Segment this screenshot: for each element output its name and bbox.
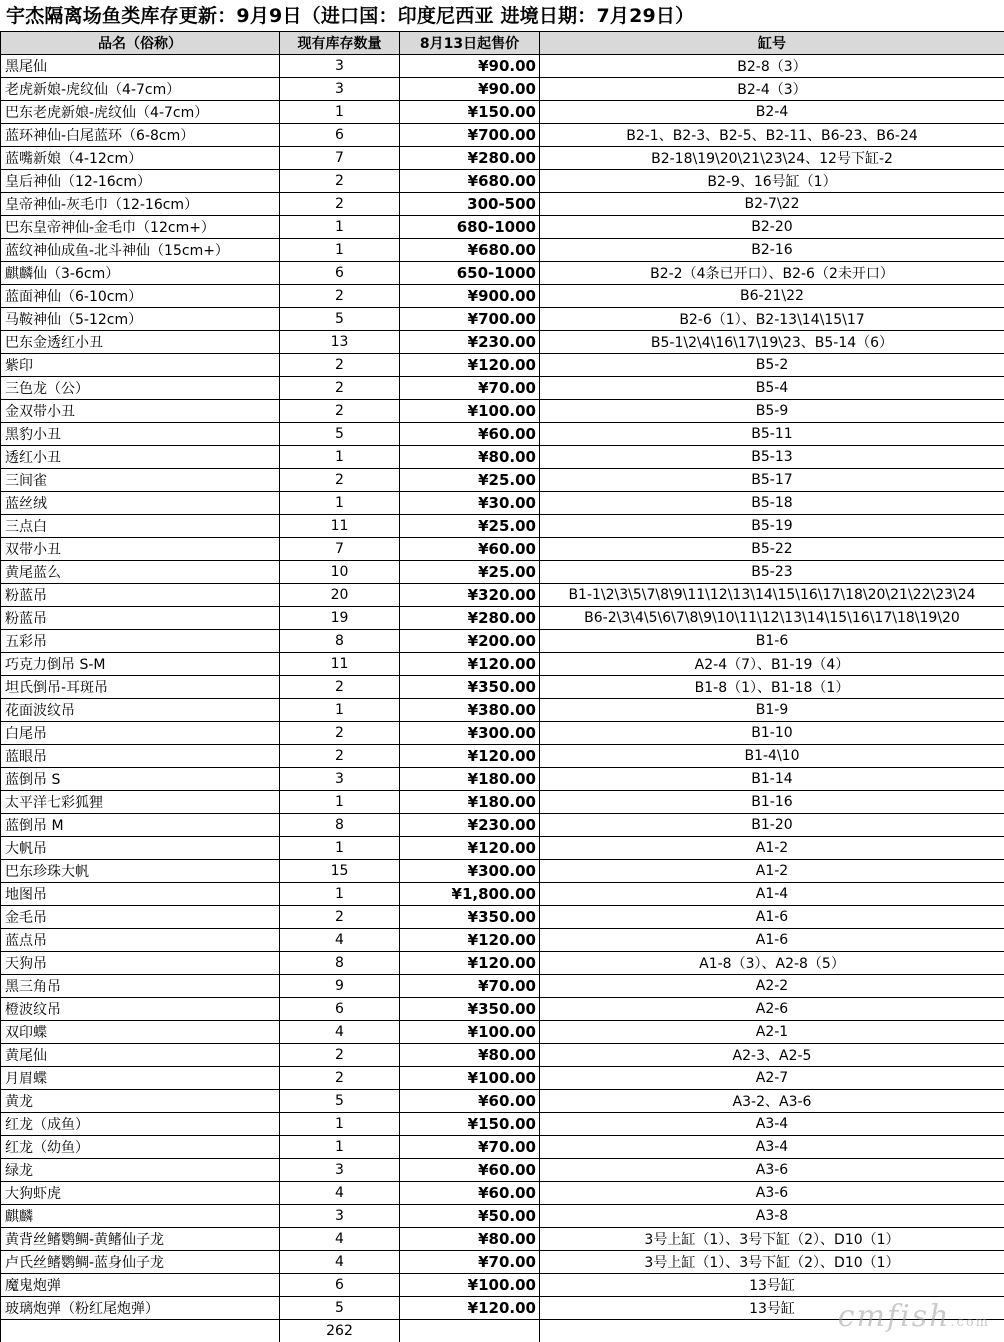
cell-qty: 7 — [280, 538, 400, 561]
header-qty: 现有库存数量 — [280, 32, 400, 55]
cell-qty: 4 — [280, 1182, 400, 1205]
cell-qty: 4 — [280, 929, 400, 952]
cell-price: 300-500 — [400, 193, 540, 216]
cell-qty: 2 — [280, 193, 400, 216]
table-row — [1, 791, 1004, 814]
cell-tank: A3-6 — [540, 1159, 1004, 1182]
cell-price: ¥280.00 — [400, 147, 540, 170]
cell-name: 紫印 — [1, 354, 280, 377]
cell-name: 花面波纹吊 — [1, 699, 280, 722]
table-row — [1, 101, 1004, 124]
cell-name: 巴东珍珠大帆 — [1, 860, 280, 883]
cell-tank: B5-17 — [540, 469, 1004, 492]
cell-name: 蓝面神仙（6-10cm） — [1, 285, 280, 308]
cell-name: 黑豹小丑 — [1, 423, 280, 446]
header-row — [1, 32, 1004, 55]
cell-tank: A2-6 — [540, 998, 1004, 1021]
cell-price: ¥1,800.00 — [400, 883, 540, 906]
cell-tank: 13号缸 — [540, 1274, 1004, 1297]
cell-qty: 19 — [280, 607, 400, 630]
cell-tank: B5-4 — [540, 377, 1004, 400]
cell-price: ¥150.00 — [400, 1113, 540, 1136]
cell-name: 老虎新娘-虎纹仙（4-7cm） — [1, 78, 280, 101]
cell-tank: B2-9、16号缸（1） — [540, 170, 1004, 193]
cell-qty: 2 — [280, 1044, 400, 1067]
cell-name: 月眉蝶 — [1, 1067, 280, 1090]
cell-name: 巴东老虎新娘-虎纹仙（4-7cm） — [1, 101, 280, 124]
cell-price: ¥60.00 — [400, 1159, 540, 1182]
cell-name: 五彩吊 — [1, 630, 280, 653]
cell-price: ¥180.00 — [400, 768, 540, 791]
table-row — [1, 584, 1004, 607]
cell-name: 红龙（幼鱼） — [1, 1136, 280, 1159]
header-name: 品名（俗称） — [1, 32, 280, 55]
cell-name: 黄龙 — [1, 1090, 280, 1113]
table-row — [1, 55, 1004, 78]
cell-tank: B2-6（1）、B2-13\14\15\17 — [540, 308, 1004, 331]
cell-qty: 4 — [280, 1228, 400, 1251]
cell-qty: 20 — [280, 584, 400, 607]
cell-tank: A1-2 — [540, 837, 1004, 860]
table-row — [1, 607, 1004, 630]
cell-price: ¥100.00 — [400, 1067, 540, 1090]
table-row — [1, 515, 1004, 538]
cell-qty: 8 — [280, 630, 400, 653]
cell-tank: A2-7 — [540, 1067, 1004, 1090]
cell-qty: 11 — [280, 515, 400, 538]
cell-qty: 1 — [280, 791, 400, 814]
cell-price: ¥180.00 — [400, 791, 540, 814]
cell-tank: B2-18\19\20\21\23\24、12号下缸-2 — [540, 147, 1004, 170]
cell-price: ¥900.00 — [400, 285, 540, 308]
cell-price: ¥120.00 — [400, 837, 540, 860]
cell-price: ¥350.00 — [400, 676, 540, 699]
cell-tank: B1-9 — [540, 699, 1004, 722]
cell-tank: B1-1\2\3\5\7\8\9\11\12\13\14\15\16\17\18\20\21\22\23\24 — [540, 584, 1004, 607]
table-row — [1, 193, 1004, 216]
cell-name: 大帆吊 — [1, 837, 280, 860]
cell-price: ¥380.00 — [400, 699, 540, 722]
cell-qty: 1 — [280, 837, 400, 860]
cell-name: 三色龙（公） — [1, 377, 280, 400]
cell-price: ¥320.00 — [400, 584, 540, 607]
cell-name: 巴东皇帝神仙-金毛巾（12cm+） — [1, 216, 280, 239]
cell-qty: 5 — [280, 423, 400, 446]
cell-price: ¥90.00 — [400, 55, 540, 78]
table-row — [1, 929, 1004, 952]
cell-name: 蓝点吊 — [1, 929, 280, 952]
cell-tank: B2-2（4条已开口）、B2-6（2未开口） — [540, 262, 1004, 285]
cell-name: 双印蝶 — [1, 1021, 280, 1044]
cell-price: ¥120.00 — [400, 952, 540, 975]
cell-name: 蓝环神仙-白尾蓝环（6-8cm） — [1, 124, 280, 147]
cell-qty: 1 — [280, 1113, 400, 1136]
cell-qty: 3 — [280, 78, 400, 101]
table-row — [1, 469, 1004, 492]
cell-price: ¥90.00 — [400, 78, 540, 101]
cell-price: ¥350.00 — [400, 998, 540, 1021]
cell-price: ¥280.00 — [400, 607, 540, 630]
cell-tank: B2-8（3） — [540, 55, 1004, 78]
cell-tank: B2-20 — [540, 216, 1004, 239]
table-row — [1, 653, 1004, 676]
cell-name: 红龙（成鱼） — [1, 1113, 280, 1136]
cell-price: ¥120.00 — [400, 354, 540, 377]
cell-price: ¥70.00 — [400, 377, 540, 400]
table-row — [1, 1113, 1004, 1136]
cell-qty: 2 — [280, 722, 400, 745]
cell-tank: B6-21\22 — [540, 285, 1004, 308]
cell-qty: 15 — [280, 860, 400, 883]
table-row — [1, 952, 1004, 975]
cell-price: ¥25.00 — [400, 561, 540, 584]
table-row — [1, 492, 1004, 515]
table-row — [1, 722, 1004, 745]
cell-price: ¥80.00 — [400, 1044, 540, 1067]
cell-tank: B2-16 — [540, 239, 1004, 262]
cell-price: ¥680.00 — [400, 170, 540, 193]
table-row — [1, 975, 1004, 998]
table-row — [1, 1136, 1004, 1159]
cell-qty: 2 — [280, 906, 400, 929]
cell-qty: 2 — [280, 676, 400, 699]
cell-price: ¥70.00 — [400, 1251, 540, 1274]
cell-name: 卢氏丝鳍鹦鲷-蓝身仙子龙 — [1, 1251, 280, 1274]
table-row — [1, 423, 1004, 446]
cell-tank: B2-4（3） — [540, 78, 1004, 101]
cell-qty: 2 — [280, 354, 400, 377]
cell-tank: A2-3、A2-5 — [540, 1044, 1004, 1067]
cell-tank: B2-4 — [540, 101, 1004, 124]
cell-price: ¥60.00 — [400, 1182, 540, 1205]
table-row — [1, 170, 1004, 193]
table-row — [1, 745, 1004, 768]
cell-qty: 1 — [280, 699, 400, 722]
cell-qty: 2 — [280, 469, 400, 492]
cell-name: 黄尾蓝么 — [1, 561, 280, 584]
cell-name: 蓝眼吊 — [1, 745, 280, 768]
cell-price: 650-1000 — [400, 262, 540, 285]
cell-name: 蓝嘴新娘（4-12cm） — [1, 147, 280, 170]
cell-tank: A2-1 — [540, 1021, 1004, 1044]
table-row — [1, 1090, 1004, 1113]
cell-tank: B2-1、B2-3、B2-5、B2-11、B6-23、B6-24 — [540, 124, 1004, 147]
cell-tank: A1-6 — [540, 906, 1004, 929]
page-title: 宇杰隔离场鱼类库存更新：9月9日（进口国：印度尼西亚 进境日期：7月29日） — [6, 5, 695, 27]
table-row — [1, 1067, 1004, 1090]
cell-name: 三间雀 — [1, 469, 280, 492]
watermark-logo: cmfish.com — [837, 1299, 990, 1334]
cell-tank: A3-6 — [540, 1182, 1004, 1205]
cell-tank: A2-2 — [540, 975, 1004, 998]
cell-price: ¥120.00 — [400, 745, 540, 768]
cell-qty: 1 — [280, 446, 400, 469]
cell-price: ¥100.00 — [400, 400, 540, 423]
cell-price: ¥60.00 — [400, 423, 540, 446]
cell-tank: B5-11 — [540, 423, 1004, 446]
cell-qty: 10 — [280, 561, 400, 584]
table-row — [1, 768, 1004, 791]
table-row — [1, 216, 1004, 239]
cell-tank: B5-22 — [540, 538, 1004, 561]
cell-tank: A2-4（7）、B1-19（4） — [540, 653, 1004, 676]
table-row — [1, 883, 1004, 906]
cell-tank: 3号上缸（1）、3号下缸（2）、D10（1） — [540, 1228, 1004, 1251]
cell-tank: B5-2 — [540, 354, 1004, 377]
cell-tank: B5-19 — [540, 515, 1004, 538]
cell-qty: 6 — [280, 998, 400, 1021]
cell-name: 蓝倒吊 S — [1, 768, 280, 791]
cell-tank: B5-13 — [540, 446, 1004, 469]
table-row — [1, 331, 1004, 354]
table-row — [1, 538, 1004, 561]
cell-tank: B5-18 — [540, 492, 1004, 515]
cell-tank: B5-1\2\4\16\17\19\23、B5-14（6） — [540, 331, 1004, 354]
cell-qty: 8 — [280, 814, 400, 837]
table-row — [1, 285, 1004, 308]
cell-price: ¥200.00 — [400, 630, 540, 653]
cell-name: 白尾吊 — [1, 722, 280, 745]
cell-tank: A3-4 — [540, 1113, 1004, 1136]
table-row — [1, 262, 1004, 285]
cell-tank: A1-8（3）、A2-8（5） — [540, 952, 1004, 975]
cell-tank: 3号上缸（1）、3号下缸（2）、D10（1） — [540, 1251, 1004, 1274]
cell-price: ¥700.00 — [400, 124, 540, 147]
cell-price: ¥350.00 — [400, 906, 540, 929]
cell-tank: B5-23 — [540, 561, 1004, 584]
table-row — [1, 676, 1004, 699]
cell-name: 透红小丑 — [1, 446, 280, 469]
cell-name: 魔鬼炮弹 — [1, 1274, 280, 1297]
cell-tank: A1-2 — [540, 860, 1004, 883]
table-row — [1, 377, 1004, 400]
cell-qty: 2 — [280, 377, 400, 400]
cell-name: 马鞍神仙（5-12cm） — [1, 308, 280, 331]
table-row — [1, 561, 1004, 584]
cell-tank: 13号缸 — [540, 1297, 1004, 1320]
cell-price: ¥80.00 — [400, 446, 540, 469]
cell-tank: B5-9 — [540, 400, 1004, 423]
table-row — [1, 239, 1004, 262]
cell-price: ¥700.00 — [400, 308, 540, 331]
cell-qty: 4 — [280, 1251, 400, 1274]
cell-name: 麒麟 — [1, 1205, 280, 1228]
cell-qty: 8 — [280, 952, 400, 975]
cell-price: 680-1000 — [400, 216, 540, 239]
cell-tank: A3-4 — [540, 1136, 1004, 1159]
cell-qty: 11 — [280, 653, 400, 676]
cell-name: 绿龙 — [1, 1159, 280, 1182]
cell-qty: 2 — [280, 285, 400, 308]
cell-qty: 6 — [280, 1274, 400, 1297]
cell-qty: 3 — [280, 768, 400, 791]
cell-price: ¥60.00 — [400, 1090, 540, 1113]
cell-qty: 5 — [280, 308, 400, 331]
cell-qty: 4 — [280, 1021, 400, 1044]
cell-tank: A1-6 — [540, 929, 1004, 952]
cell-name: 玻璃炮弹（粉红尾炮弹） — [1, 1297, 280, 1320]
cell-qty: 2 — [280, 745, 400, 768]
cell-qty: 7 — [280, 147, 400, 170]
table-row — [1, 1274, 1004, 1297]
cell-qty: 6 — [280, 124, 400, 147]
cell-name: 皇帝神仙-灰毛巾（12-16cm） — [1, 193, 280, 216]
cell-name: 天狗吊 — [1, 952, 280, 975]
cell-price: ¥230.00 — [400, 331, 540, 354]
cell-tank: B2-7\22 — [540, 193, 1004, 216]
table-row — [1, 354, 1004, 377]
cell-name: 大狗虾虎 — [1, 1182, 280, 1205]
cell-name: 黑尾仙 — [1, 55, 280, 78]
table-row — [1, 814, 1004, 837]
cell-qty: 1 — [280, 1136, 400, 1159]
cell-price: ¥120.00 — [400, 929, 540, 952]
table-row — [1, 860, 1004, 883]
table-row — [1, 630, 1004, 653]
table-row — [1, 906, 1004, 929]
header-tank: 缸号 — [540, 32, 1004, 55]
cell-price: ¥120.00 — [400, 1297, 540, 1320]
cell-qty: 2 — [280, 1067, 400, 1090]
cell-name: 巴东金透红小丑 — [1, 331, 280, 354]
table-row — [1, 998, 1004, 1021]
cell-price: ¥30.00 — [400, 492, 540, 515]
table-row — [1, 699, 1004, 722]
cell-price: ¥680.00 — [400, 239, 540, 262]
table-row — [1, 1044, 1004, 1067]
cell-name: 黄背丝鳍鹦鲷-黄鳍仙子龙 — [1, 1228, 280, 1251]
table-row — [1, 308, 1004, 331]
cell-name: 橙波纹吊 — [1, 998, 280, 1021]
cell-price: ¥150.00 — [400, 101, 540, 124]
cell-price: ¥70.00 — [400, 975, 540, 998]
cell-name: 地图吊 — [1, 883, 280, 906]
cell-qty: 1 — [280, 239, 400, 262]
table-row — [1, 124, 1004, 147]
cell-name: 巧克力倒吊 S-M — [1, 653, 280, 676]
cell-qty: 3 — [280, 55, 400, 78]
cell-qty: 1 — [280, 216, 400, 239]
cell-price: ¥50.00 — [400, 1205, 540, 1228]
table-row — [1, 1205, 1004, 1228]
cell-tank: B1-14 — [540, 768, 1004, 791]
cell-qty: 9 — [280, 975, 400, 998]
cell-name: 金毛吊 — [1, 906, 280, 929]
cell-name: 坦氏倒吊-耳斑吊 — [1, 676, 280, 699]
cell-tank: A3-2、A3-6 — [540, 1090, 1004, 1113]
cell-price: ¥25.00 — [400, 469, 540, 492]
cell-name: 麒麟仙（3-6cm） — [1, 262, 280, 285]
cell-tank: B6-2\3\4\5\6\7\8\9\10\11\12\13\14\15\16\17\18\19\20 — [540, 607, 1004, 630]
cell-tank: B1-4\10 — [540, 745, 1004, 768]
cell-qty: 3 — [280, 1205, 400, 1228]
cell-qty: 1 — [280, 101, 400, 124]
cell-price: ¥100.00 — [400, 1274, 540, 1297]
cell-qty: 13 — [280, 331, 400, 354]
cell-tank: A3-8 — [540, 1205, 1004, 1228]
cell-qty: 2 — [280, 400, 400, 423]
cell-price: ¥80.00 — [400, 1228, 540, 1251]
inventory-table — [0, 31, 1004, 1342]
cell-name: 金双带小丑 — [1, 400, 280, 423]
cell-name: 粉蓝吊 — [1, 584, 280, 607]
cell-name: 蓝纹神仙成鱼-北斗神仙（15cm+） — [1, 239, 280, 262]
total-qty: 262 — [280, 1320, 400, 1342]
cell-name: 三点白 — [1, 515, 280, 538]
cell-name: 粉蓝吊 — [1, 607, 280, 630]
cell-price: ¥60.00 — [400, 538, 540, 561]
cell-name: 皇后神仙（12-16cm） — [1, 170, 280, 193]
cell-name: 蓝倒吊 M — [1, 814, 280, 837]
cell-price: ¥70.00 — [400, 1136, 540, 1159]
cell-name: 黑三角吊 — [1, 975, 280, 998]
cell-price: ¥300.00 — [400, 722, 540, 745]
cell-price: ¥100.00 — [400, 1021, 540, 1044]
header-price: 8月13日起售价 — [400, 32, 540, 55]
table-row — [1, 837, 1004, 860]
table-row — [1, 147, 1004, 170]
cell-tank: B1-10 — [540, 722, 1004, 745]
total-label — [1, 1320, 280, 1342]
cell-tank: B1-20 — [540, 814, 1004, 837]
cell-tank: B1-8（1）、B1-18（1） — [540, 676, 1004, 699]
cell-qty: 1 — [280, 883, 400, 906]
cell-qty: 5 — [280, 1297, 400, 1320]
cell-qty: 6 — [280, 262, 400, 285]
table-row — [1, 1182, 1004, 1205]
cell-tank: B1-6 — [540, 630, 1004, 653]
table-row — [1, 1159, 1004, 1182]
table-row — [1, 78, 1004, 101]
cell-name: 黄尾仙 — [1, 1044, 280, 1067]
table-row — [1, 446, 1004, 469]
table-row — [1, 400, 1004, 423]
cell-name: 蓝丝绒 — [1, 492, 280, 515]
cell-name: 双带小丑 — [1, 538, 280, 561]
cell-qty: 3 — [280, 1159, 400, 1182]
cell-tank: A1-4 — [540, 883, 1004, 906]
cell-name: 太平洋七彩狐狸 — [1, 791, 280, 814]
cell-price: ¥25.00 — [400, 515, 540, 538]
table-row — [1, 1251, 1004, 1274]
cell-tank: B1-16 — [540, 791, 1004, 814]
table-body — [1, 55, 1004, 1320]
table-row — [1, 1228, 1004, 1251]
cell-qty: 2 — [280, 170, 400, 193]
cell-qty: 1 — [280, 492, 400, 515]
cell-price: ¥120.00 — [400, 653, 540, 676]
table-row — [1, 1021, 1004, 1044]
cell-price: ¥300.00 — [400, 860, 540, 883]
cell-qty: 5 — [280, 1090, 400, 1113]
cell-price: ¥230.00 — [400, 814, 540, 837]
total-spacer — [400, 1320, 540, 1342]
